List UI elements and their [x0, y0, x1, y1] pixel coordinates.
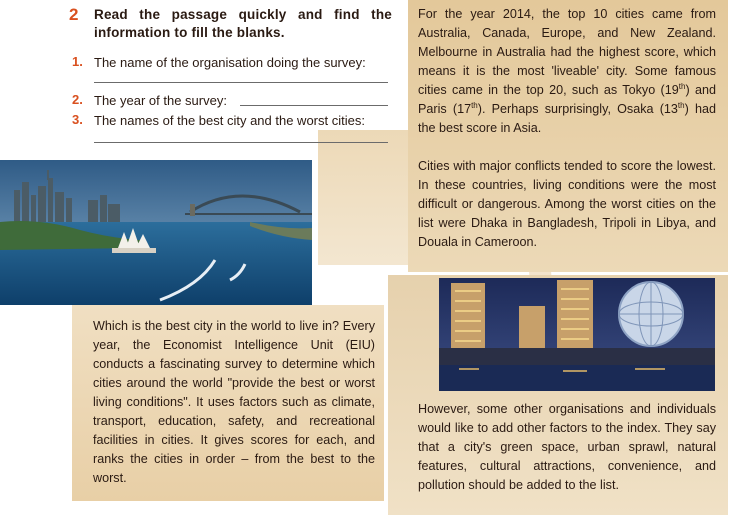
- question-2-text: The year of the survey:: [94, 93, 227, 108]
- night-city-photo: [439, 278, 715, 391]
- question-3-number: 3.: [72, 112, 83, 127]
- passage-paragraph-rankings: For the year 2014, the top 10 cities came from Australia, Canada, Europe, and New Zealand. Melbourne in Australia had the highest score, which means it is the most 'liveable' city. Some famous cities came in the top 20, such as Tokyo (19th) and Paris (17th). Perhaps surprisingly, Osaka (13th) had the best score in Asia.: [418, 7, 716, 135]
- passage-paragraph-intro: Which is the best city in the world to live in? Every year, the Economist Intelligence Unit (EIU) conducts a fascinating survey to determine which cities around the world "provide the best or worst living conditions". It uses factors such as climate, transport, education, safety, and recreational facilities in cities. It gives scores for each, and ranks the cities in order – from the best to the worst.: [93, 319, 375, 485]
- sydney-harbour-photo: [0, 160, 312, 305]
- question-2-number: 2.: [72, 92, 83, 107]
- exercise-instructions: Read the passage quickly and find the information to fill the blanks.: [94, 7, 392, 40]
- question-1-text: The name of the organisation doing the survey:: [94, 55, 366, 70]
- question-3-text: The names of the best city and the worst cities:: [94, 113, 365, 128]
- passage-paragraph-other-factors: However, some other organisations and individuals would like to add other factors to the index. They say that a city's green space, urban sprawl, natural features, cultural attractions, convenience, and pollution should be added to the list.: [418, 402, 716, 492]
- answer-blank-3[interactable]: [94, 142, 388, 143]
- passage-paragraph-worst-cities: Cities with major conflicts tended to score the lowest. In these countries, living conditions were the most difficult or dangerous. Among the worst cities on the list were Dhaka in Bangladesh, Tripoli in Libya, and Douala in Cameroon.: [418, 159, 716, 249]
- answer-blank-1[interactable]: [94, 82, 388, 83]
- exercise-number: 2: [69, 5, 79, 24]
- question-1-number: 1.: [72, 54, 83, 69]
- answer-blank-2[interactable]: [240, 105, 388, 106]
